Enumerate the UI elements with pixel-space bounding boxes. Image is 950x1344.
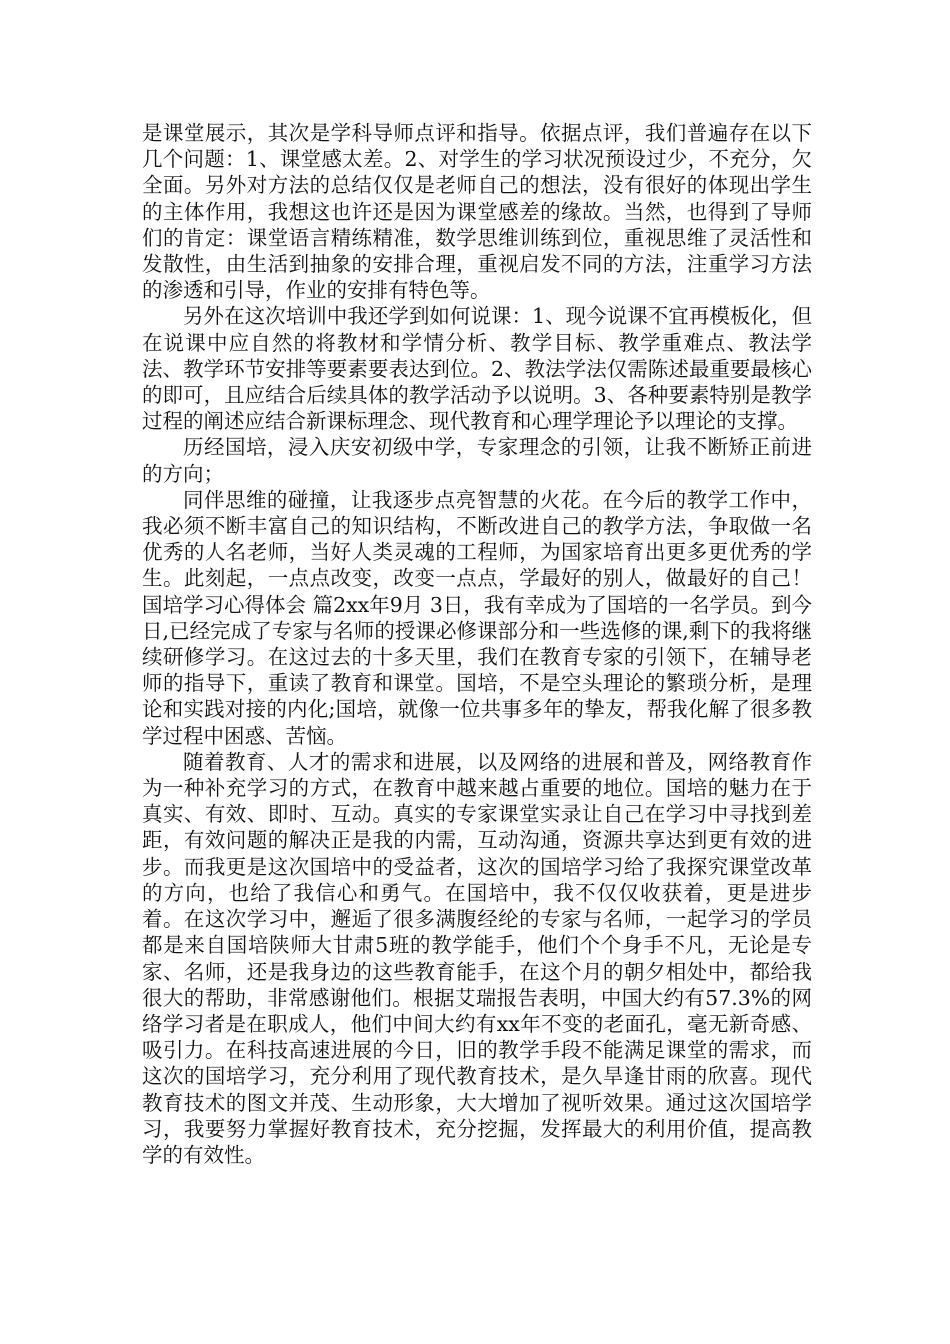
- paragraph-5: 随着教育、人才的需求和进展，以及网络的进展和普及，网络教育作为一种补充学习的方式，在教育中越来越占重要的地位。国培的魅力在于真实、有效、即时、互动。真实的专家课堂实录让自己在学习中寻找到差距，有效问题的解决正是我的内需，互动沟通，资源共享达到更有效的进步。而我更是这次国培中的受益者，这次的国培学习给了我探究课堂改革的方向，也给了我信心和勇气。在国培中，我不仅仅收获着，更是进步着。在这次学习中，邂逅了很多满腹经纶的专家与名师，一起学习的学员都是来自国培陕师大甘肃5班的教学能手，他们个个身手不凡，无论是专家、名师，还是我身边的这些教育能手，在这个月的朝夕相处中，都给我很大的帮助，非常感谢他们。根据艾瑞报告表明，中国大约有57.3%的网络学习者是在职成人，他们中间大约有xx年不变的老面孔，毫无新奇感、吸引力。在科技高速进展的今日，旧的教学手段不能满足课堂的需求，而这次的国培学习，充分利用了现代教育技术，是久旱逢甘雨的欣喜。现代教育技术的图文并茂、生动形象，大大增加了视听效果。通过这次国培学习，我要努力掌握好教育技术，充分挖掘，发挥最大的利用价值，提高教学的有效性。: [142, 749, 812, 1167]
- paragraph-4: 同伴思维的碰撞，让我逐步点亮智慧的火花。在今后的教学工作中，我必须不断丰富自己的知识结构，不断改进自己的教学方法，争取做一名优秀的人名老师，当好人类灵魂的工程师，为国家培育出更多更优秀的学生。此刻起，一点点改变，改变一点点，学最好的别人，做最好的自己！国培学习心得体会 篇2xx年9月 3日，我有幸成为了国培的一名学员。到今日,已经完成了专家与名师的授课必修课部分和一些选修的课,剩下的我将继续研修学习。在这过去的十多天里，我们在教育专家的引领下，在辅导老师的指导下，重读了教育和课堂。国培，不是空头理论的繁琐分析，是理论和实践对接的内化;国培，就像一位共事多年的挚友，帮我化解了很多教学过程中困惑、苦恼。: [142, 487, 812, 748]
- paragraph-2: 另外在这次培训中我还学到如何说课：1、现今说课不宜再模板化，但在说课中应自然的将教材和学情分析、教学目标、教学重难点、教法学法、教学环节安排等要素要表达到位。2、教法学法仅需陈述最重要最核心的即可，且应结合后续具体的教学活动予以说明。3、各种要素特别是教学过程的阐述应结合新课标理念、现代教育和心理学理论予以理论的支撑。: [142, 304, 812, 434]
- paragraph-3: 历经国培，浸入庆安初级中学，专家理念的引领，让我不断矫正前进的方向；: [142, 435, 812, 486]
- paragraph-1: 是课堂展示，其次是学科导师点评和指导。依据点评，我们普遍存在以下几个问题：1、课堂感太差。2、对学生的学习状况预设过少，不充分，欠全面。另外对方法的总结仅仅是老师自己的想法，没有很好的体现出学生的主体作用，我想这也许还是因为课堂感差的缘故。当然，也得到了导师们的肯定：课堂语言精练精准，数学思维训练到位，重视思维了灵活性和发散性，由生活到抽象的安排合理，重视启发不同的方法，注重学习方法的渗透和引导，作业的安排有特色等。: [142, 121, 812, 303]
- document-body: [142, 120, 812, 1168]
